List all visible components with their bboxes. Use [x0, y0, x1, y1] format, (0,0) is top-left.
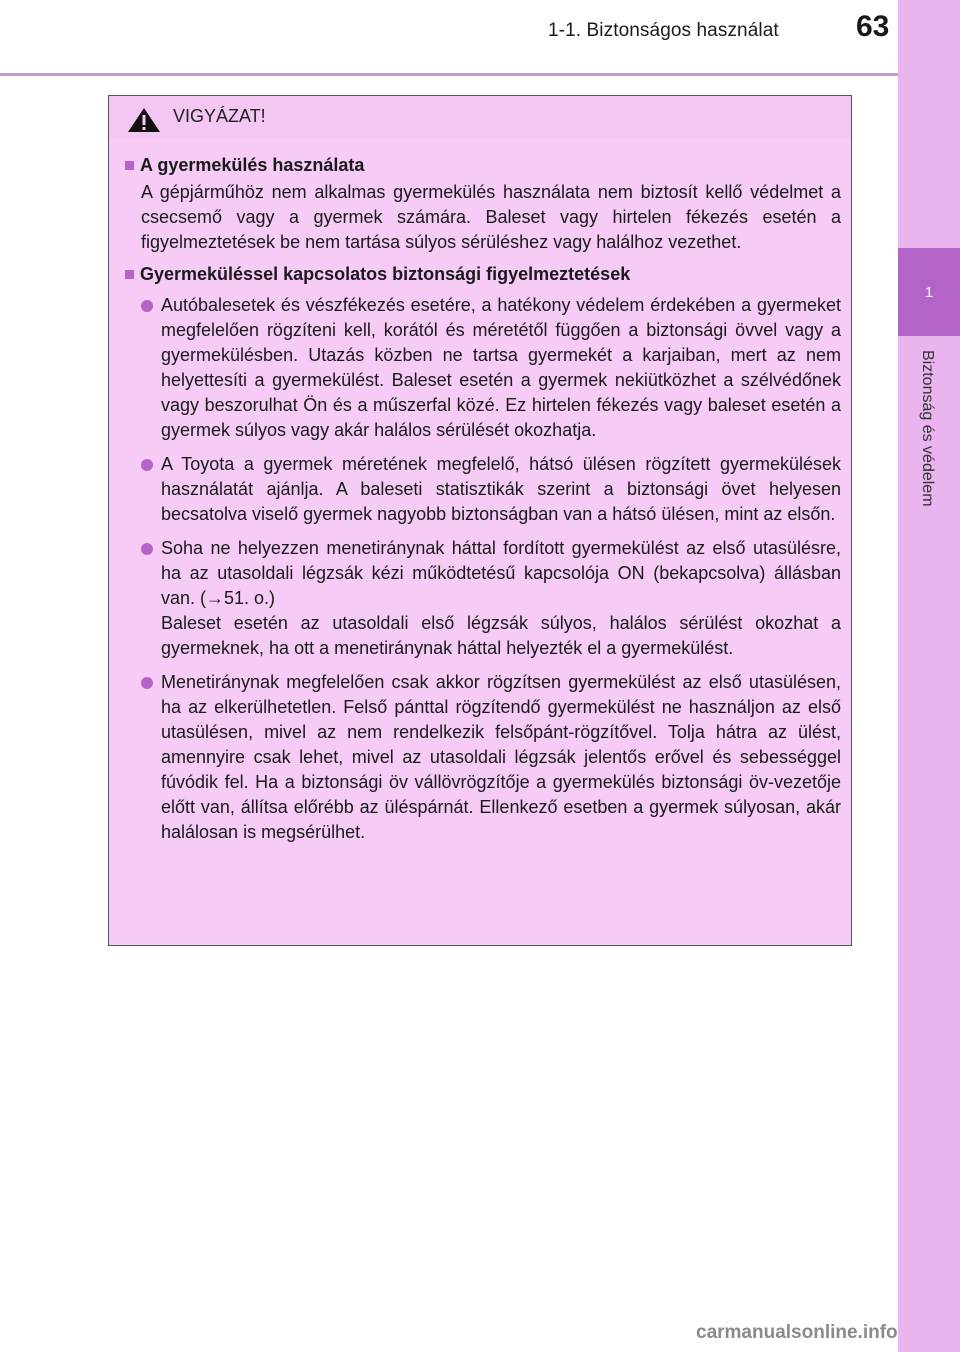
list-item-text: Autóbalesetek és vészfékezés esetére, a hatékony védelem érdekében a gyermeket megfelelően rögzíteni kell, korától és méretétől függően a biztonsági övvel vagy a gyermekülésben. Utazás közben ne tartsa gyermekét a karjaiban, mert az nem helyettesíti a gyermekülést. Baleset esetén a gyermek nekiütközhet a szélvédőnek vagy beszorulhat Ön és a műszerfal közé. Ez hirtelen fékezés vagy baleset esetén a gyermek súlyos vagy akár halálos sérülését okozhatja. — [161, 295, 841, 440]
square-bullet-icon — [125, 161, 134, 170]
side-tab-label: Biztonság és védelem — [919, 350, 936, 507]
page-number: 63 — [856, 10, 890, 43]
circle-bullet-icon — [141, 543, 153, 555]
list-item — [135, 670, 841, 845]
list-item — [135, 452, 841, 527]
caution-label: VIGYÁZAT! — [173, 106, 266, 126]
section-child-seat-use — [125, 152, 841, 255]
circle-bullet-icon — [141, 300, 153, 312]
watermark: carmanualsonline.info — [696, 1322, 898, 1343]
list-item-text: Soha ne helyezzen menetiránynak háttal fordított gyermekülést az első utasülésre, ha az utasoldali légzsák kézi működtetésű kapcsolója ON (bekapcsolva) állásban van. (→51. o.) — [161, 538, 841, 608]
list-item-extra-text: Baleset esetén az utasoldali első légzsák súlyos, halálos sérülést okozhat a gyermeknek, ha ott a menetiránynak háttal helyezték el a gyermekülést. — [161, 613, 841, 658]
section-heading — [125, 261, 841, 287]
section-heading — [125, 152, 841, 178]
section-heading-text: A gyermekülés használata — [140, 155, 365, 175]
caution-header — [109, 96, 851, 139]
header-rule — [0, 73, 898, 76]
section-paragraph: A gépjárműhöz nem alkalmas gyermekülés használata nem biztosít kellő védelmet a csecsemő vagy a gyermek számára. Baleset vagy hirtelen fékezés esetén a figyelmeztetések be nem tartása súlyos sérüléshez vagy halálhoz vezethet. — [141, 182, 841, 252]
circle-bullet-icon — [141, 459, 153, 471]
header-title: 1-1. Biztonságos használat — [548, 20, 779, 41]
circle-bullet-icon — [141, 677, 153, 689]
list-item — [135, 293, 841, 443]
section-safety-warnings — [125, 261, 841, 845]
side-tab — [898, 0, 960, 1352]
caution-body — [109, 138, 851, 945]
square-bullet-icon — [125, 270, 134, 279]
list-item-text: Menetiránynak megfelelően csak akkor rögzítsen gyermekülést az első utasülésen, ha az elkerülhetetlen. Felső pánttal rögzítendő gyermekülést ne használjon az első utasülésen, mivel az nem rendelkezik felsőpánt-rögzítővel. Tolja hátra az ülést, amennyire csak lehet, mivel az utasoldali légzsák jelentős erővel és sebességgel fúvódik fel. Ha a biztonsági öv vállövrögzítője a gyermekülés biztonsági öv-vezetője előtt van, állítsa előrébb az üléspárnát. Ellenkező esetben a gyermek súlyosan, akár halálosan is megsérülhet. — [161, 672, 841, 842]
side-tab-number: 1 — [898, 248, 960, 336]
caution-box — [108, 95, 852, 946]
section-heading-text: Gyermeküléssel kapcsolatos biztonsági figyelmeztetések — [140, 264, 631, 284]
list-item — [135, 536, 841, 661]
list-item-text: A Toyota a gyermek méretének megfelelő, hátsó ülésen rögzített gyermekülések használatát ajánlja. A baleseti statisztikák szerint a biztonsági övet helyesen becsatolva viselő gyermek nagyobb biztonságban van a hátsó ülésen, mint az elsőn. — [161, 454, 841, 524]
warning-icon — [127, 107, 161, 138]
